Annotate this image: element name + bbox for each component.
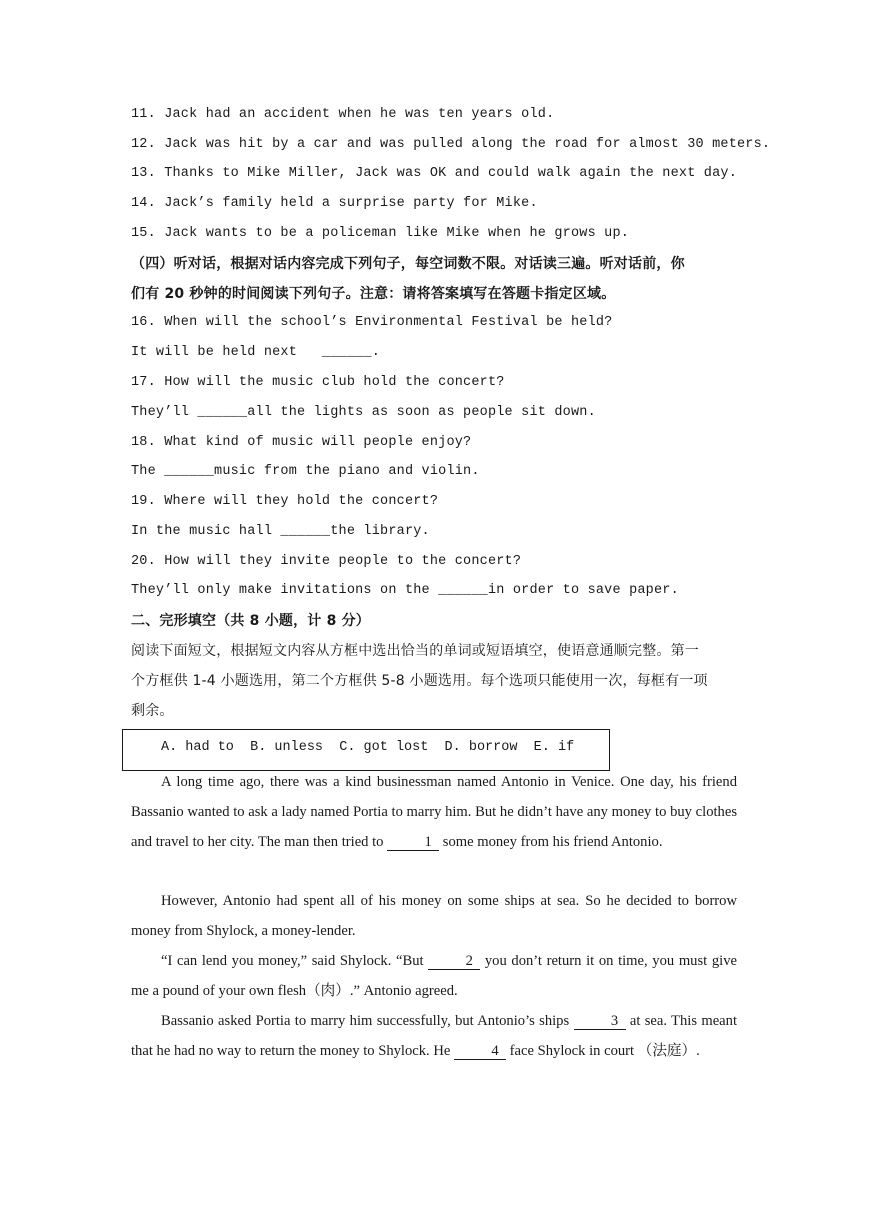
section4-heading-line2: 们有 20 秒钟的时间阅读下列句子。注意：请将答案填写在答题卡指定区域。 (131, 286, 616, 302)
p3-before: “I can lend you money,” said Shylock. “But (161, 953, 429, 969)
cloze-title: 二、完形填空（共 8 小题，计 8 分） (131, 613, 370, 629)
answer-20: They’ll only make invitations on the ______in order to save paper. (131, 583, 679, 598)
p4-after: face Shylock in court （法庭）. (506, 1042, 700, 1059)
question-18: 18. What kind of music will people enjoy? (131, 435, 472, 450)
answer-17: They’ll ______all the lights as soon as people sit down. (131, 405, 596, 420)
question-20: 20. How will they invite people to the concert? (131, 554, 522, 569)
question-16: 16. When will the school’s Environmental Festival be held? (131, 315, 613, 330)
statement-12: 12. Jack was hit by a car and was pulled along the road for almost 30 meters. (131, 137, 771, 152)
statement-14: 14. Jack’s family held a surprise party for Mike. (131, 196, 538, 211)
cloze-instruction-line2: 个方框供 1-4 小题选用，第二个方框供 5-8 小题选用。每个选项只能使用一次，每框有一项 (131, 673, 708, 689)
statement-15: 15. Jack wants to be a policeman like Mike when he grows up. (131, 226, 630, 241)
question-19: 19. Where will they hold the concert? (131, 494, 439, 509)
section4-heading-line1: （四）听对话，根据对话内容完成下列句子，每空词数不限。对话读三遍。听对话前，你 (131, 256, 685, 272)
question-17: 17. How will the music club hold the concert? (131, 375, 505, 390)
blank-1: 1 (387, 835, 439, 851)
statement-13: 13. Thanks to Mike Miller, Jack was OK and could walk again the next day. (131, 166, 737, 181)
passage-paragraph-4 (131, 1007, 737, 1067)
p1-after: some money from his friend Antonio. (439, 833, 663, 850)
blank-2: 2 (428, 954, 480, 970)
options-box (122, 729, 610, 771)
blank-3: 3 (574, 1014, 626, 1030)
answer-18: The ______music from the piano and violin. (131, 464, 480, 479)
blank-4: 4 (454, 1044, 506, 1060)
answer-19: In the music hall ______the library. (131, 524, 430, 539)
options-list: A. had to B. unless C. got lost D. borrow E. if (161, 740, 575, 755)
p4-before: Bassanio asked Portia to marry him successfully, but Antonio’s ships (161, 1013, 574, 1029)
passage-paragraph-1 (131, 768, 737, 857)
passage-paragraph-2: However, Antonio had spent all of his money on some ships at sea. So he decided to borrow money from Shylock, a money-lender. (131, 893, 737, 939)
statement-11: 11. Jack had an accident when he was ten years old. (131, 107, 555, 122)
p1-before: A long time ago, there was a kind businessman named Antonio in Venice. One day, his friend Bassanio wanted to ask a lady named Portia to marry him. But he didn’t have any money to buy clothes and travel to her city. The man then tried to (131, 774, 737, 850)
passage-paragraph-3 (131, 947, 737, 1007)
cloze-instruction-line1: 阅读下面短文，根据短文内容从方框中选出恰当的单词或短语填空，使语意通顺完整。第一 (131, 643, 699, 659)
p3-after: you don’t return it on time, you must give me a pound of your own flesh（肉）.” Antonio agreed. (131, 953, 737, 999)
answer-16: It will be held next ______. (131, 345, 381, 360)
p4-mid: at sea. This meant that he had no way to return the money to Shylock. He (131, 1013, 737, 1059)
cloze-instruction-line3: 剩余。 (131, 703, 174, 719)
